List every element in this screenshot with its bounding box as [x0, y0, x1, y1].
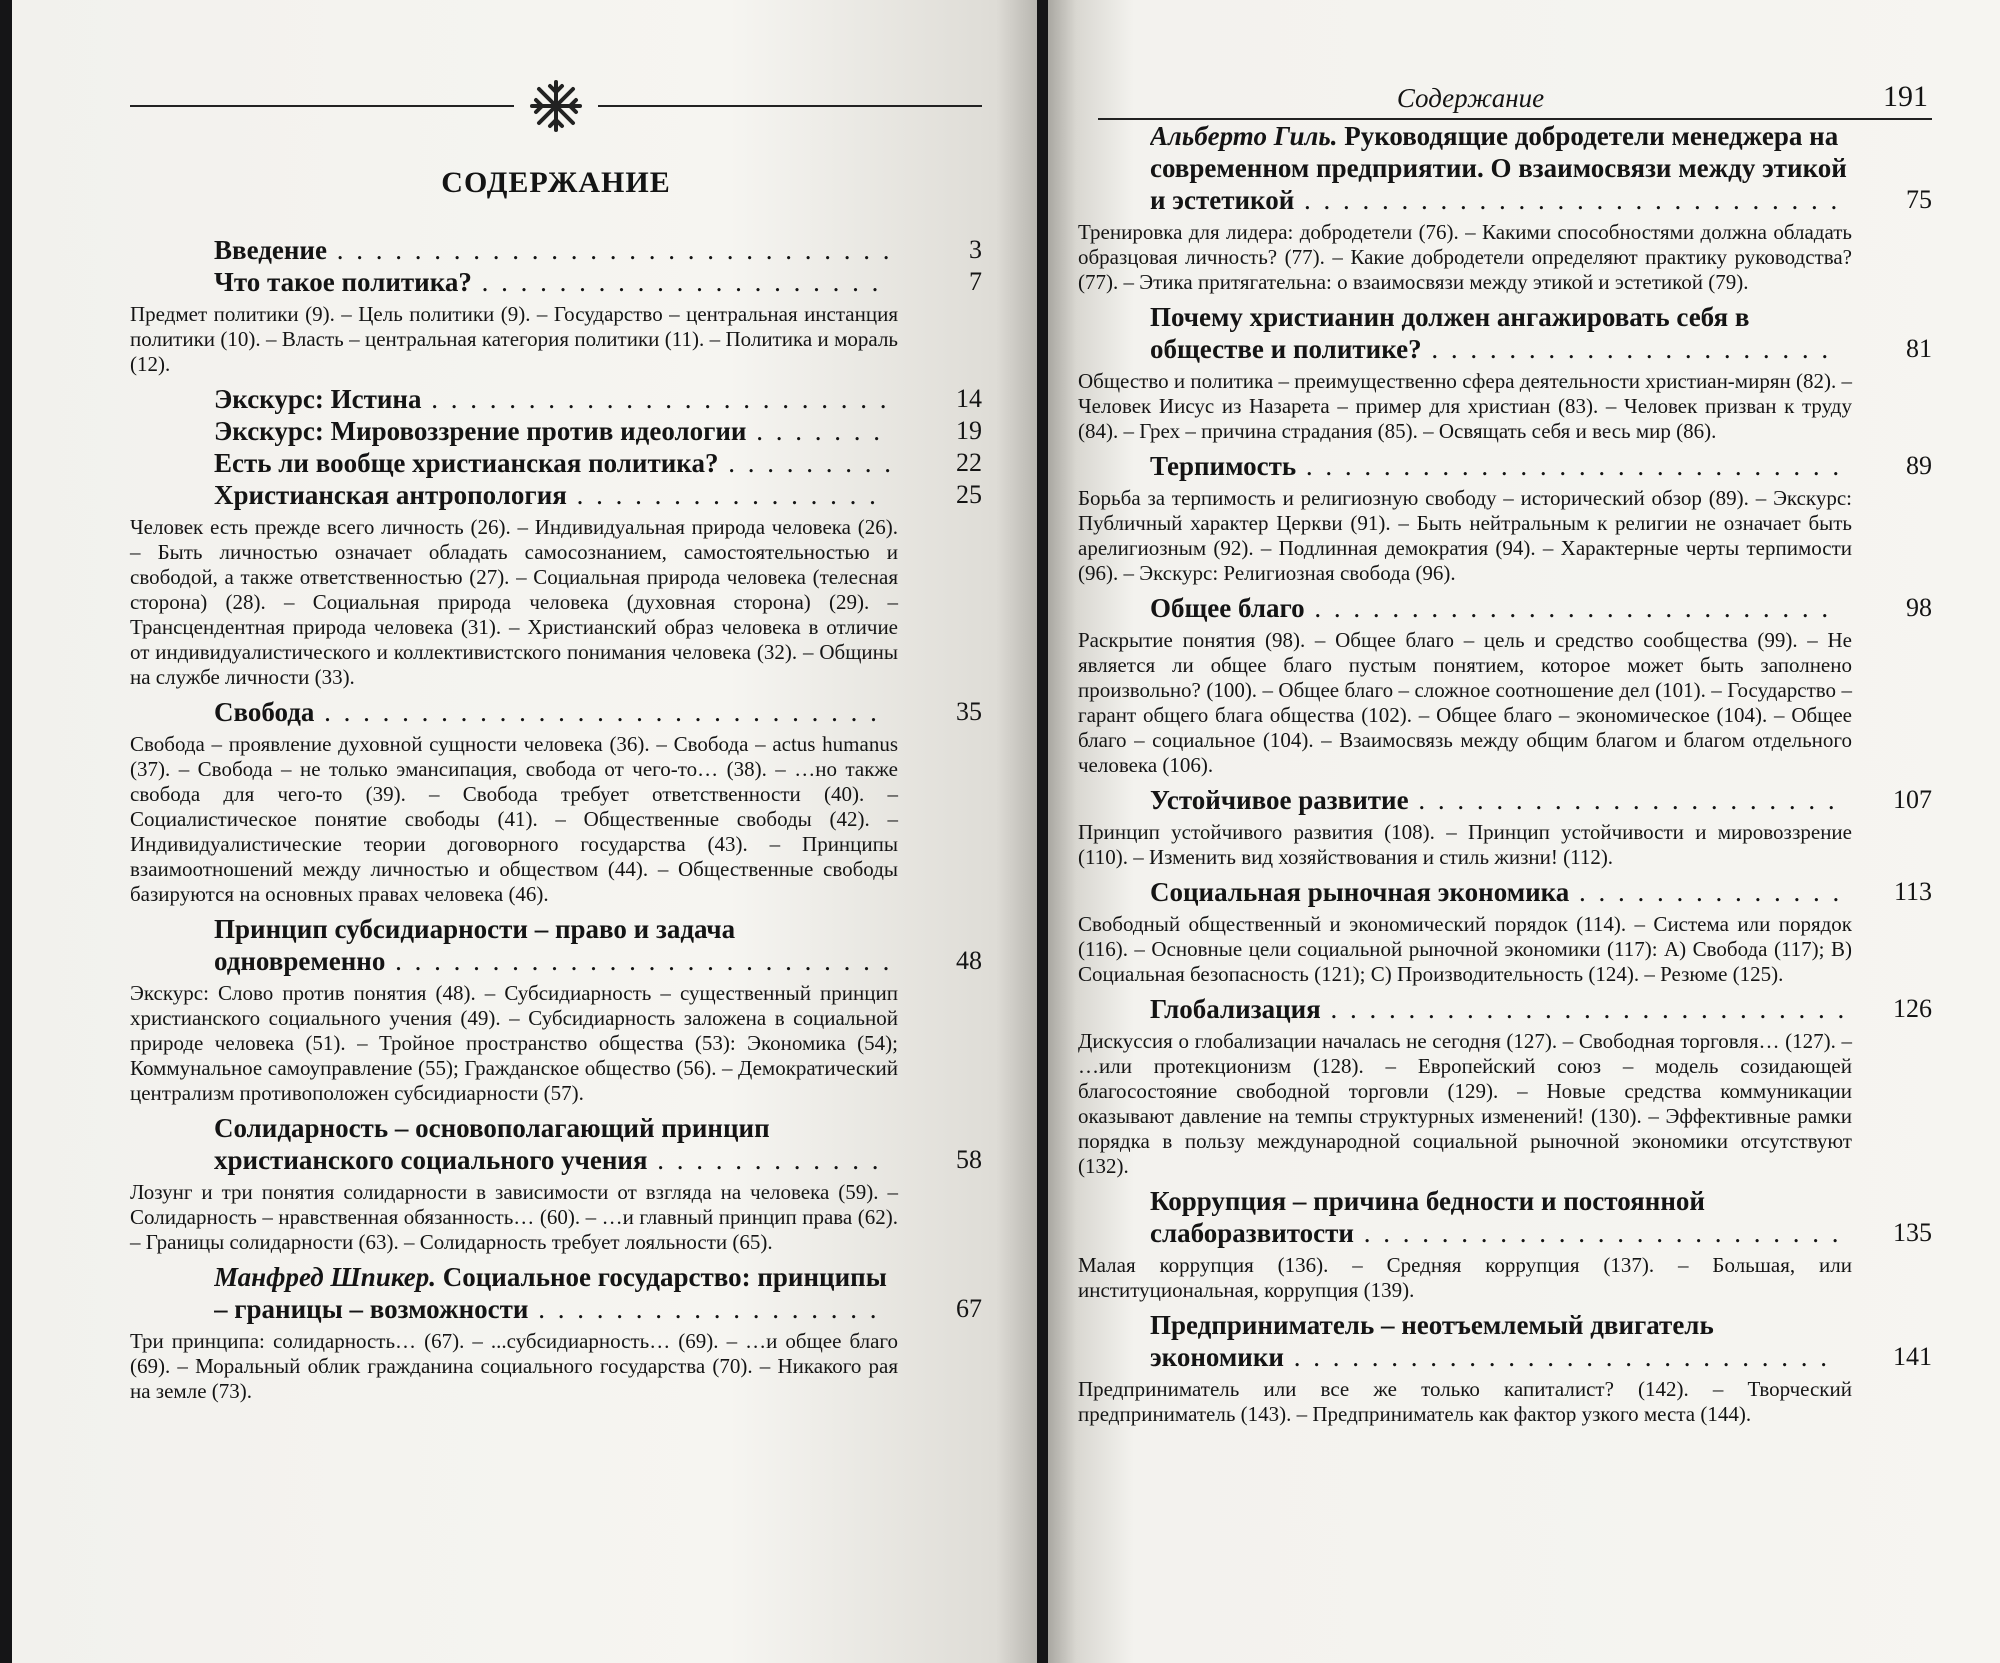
toc-entry-title — [1150, 1309, 1848, 1373]
toc-entry-page-number: 126 — [1893, 994, 1932, 1023]
toc-entry-page-number: 135 — [1893, 1218, 1932, 1247]
toc-entry-page-number: 81 — [1906, 334, 1932, 363]
toc-entry-title — [1150, 876, 1848, 908]
toc-entry-heading — [1078, 450, 1932, 482]
toc-entry-subtopics: Борьба за терпимость и религиозную свободу – исторический обзор (89). – Экскурс: Публичный характер Церкви (91). – Быть нейтральным к религии не означает быть арелигиозным (92). – Подлинная демократия (94). – Характерные черты терпимости (96). – Экскурс: Религиозная свобода (96). — [1078, 486, 1852, 585]
toc-entry-heading — [1078, 592, 1932, 624]
toc-entry-heading — [130, 913, 982, 977]
toc-entry-page-number: 67 — [956, 1294, 982, 1323]
toc-entry-title — [1150, 592, 1848, 624]
toc-entry — [1078, 1185, 1932, 1303]
toc-entry-page-number: 58 — [956, 1145, 982, 1174]
toc-entry-heading — [130, 415, 982, 447]
toc-entry-title-text: Устойчивое развитие — [1150, 785, 1409, 815]
toc-entry-heading — [130, 696, 982, 728]
toc-list-right — [1078, 120, 1932, 1427]
right-page — [1048, 0, 2000, 1663]
toc-entry-page-number: 107 — [1893, 785, 1932, 814]
toc-entry-heading — [130, 234, 982, 266]
toc-entry-page-number: 113 — [1893, 877, 1932, 906]
toc-entry-heading — [130, 479, 982, 511]
toc-entry-title-text: Общее благо — [1150, 593, 1305, 623]
toc-heading: СОДЕРЖАНИЕ — [441, 166, 671, 199]
dot-leader: . . . . . . . . . . . . . . . . — [566, 480, 879, 510]
dot-leader: . . . . . . . . . . . . . . . . . . . . . — [1421, 334, 1832, 364]
toc-entry — [130, 479, 982, 690]
dot-leader: . . . . . . . . . . . . — [647, 1145, 882, 1175]
toc-entry-heading — [130, 383, 982, 415]
toc-entry-subtopics: Тренировка для лидера: добродетели (76). – Какими способностями должна обладать образцовая личность? (77). – Какие добродетели определяют практику руководства? (77). – Этика притягательна: о взаимосвязи между этикой и эстетикой (79). — [1078, 220, 1852, 294]
toc-entry-subtopics: Малая коррупция (136). – Средняя коррупция (137). – Большая, или институциональная, коррупция (139). — [1078, 1253, 1852, 1302]
snowflake-ornament-icon — [528, 78, 584, 134]
toc-entry — [1078, 876, 1932, 987]
toc-entry-subtopics: Свободный общественный и экономический порядок (114). – Система или порядок (116). – Основные цели социальной рыночной экономики (117): A) Свобода (117); B) Социальная безопасность (121); C) Производительность (124). – Резюме (125). — [1078, 912, 1852, 986]
toc-entry — [1078, 784, 1932, 870]
dot-leader: . . . . . . . . . . . . . . . . . . . . . — [471, 267, 882, 297]
toc-entry-title — [1150, 450, 1848, 482]
toc-entry-title-text: Свобода — [214, 697, 315, 727]
toc-entry-page-number: 3 — [969, 235, 982, 264]
toc-entry-subtopics: Принцип устойчивого развития (108). – Принцип устойчивости и мировоззрение (110). – Изменить вид хозяйствования и стиль жизни! (112). — [1078, 820, 1852, 869]
toc-entry-page-number: 141 — [1893, 1342, 1932, 1371]
toc-entry — [130, 1112, 982, 1255]
toc-entry — [1078, 450, 1932, 586]
toc-entry — [130, 447, 982, 479]
toc-entry-heading — [1078, 784, 1932, 816]
toc-entry-heading — [130, 1261, 982, 1325]
toc-entry-heading — [1078, 1185, 1932, 1249]
dot-leader: . . . . . . . . . . . . . . . . . . . . . . . . . — [1354, 1218, 1842, 1248]
toc-entry-page-number: 35 — [956, 697, 982, 726]
toc-entry-subtopics: Экскурс: Слово против понятия (48). – Субсидиарность – существенный принцип христианского социального учения (49). – Субсидиарность заложена в социальной природе человека (51). – Тройное пространство общества (53): Экономика (54); Коммунальное самоуправление (55); Гражданское общество (56). – Демократический централизм противоположен субсидиарности (57). — [130, 981, 898, 1105]
toc-entry — [130, 696, 982, 907]
toc-entry-heading — [130, 1112, 982, 1176]
toc-list-left — [130, 234, 982, 1404]
toc-entry-title-text: Христианская антропология — [214, 480, 567, 510]
toc-entry-heading — [130, 447, 982, 479]
toc-entry-heading — [1078, 1309, 1932, 1373]
toc-entry — [130, 383, 982, 415]
dot-leader: . . . . . . . . . . . . . . . . . . . . . . . . — [421, 384, 890, 414]
running-head-title: Содержание — [1396, 83, 1545, 113]
toc-entry — [130, 415, 982, 447]
toc-entry-title-text: Экскурс: Мировоззрение против идеологии — [214, 416, 747, 446]
toc-entry — [1078, 120, 1932, 295]
toc-entry-page-number: 7 — [969, 267, 982, 296]
toc-entry-author: Альберто Гиль. — [1150, 121, 1338, 151]
dot-leader: . . . . . . . . . — [718, 448, 894, 478]
running-header — [1098, 52, 1932, 120]
toc-entry-page-number: 25 — [956, 480, 982, 509]
dot-leader: . . . . . . . . . . . . . . . . . . . . . . . . . . . — [1320, 994, 1848, 1024]
toc-entry-subtopics: Три принципа: солидарность… (67). – ...субсидиарность… (69). – …и общее благо (69). – Моральный облик гражданина социального государства (70). – Никакого рая на земле (73). — [130, 1329, 898, 1403]
toc-entry-title — [1150, 120, 1848, 216]
dot-leader: . . . . . . . . . . . . . . . . . . . . . . . . . . — [385, 946, 893, 976]
toc-entry-title-text: Принцип субсидиарности – право и задача одновременно — [214, 914, 736, 976]
dot-leader: . . . . . . . . . . . . . . . . . . . . . . . . . . . . — [1296, 451, 1843, 481]
toc-entry-title — [214, 383, 898, 415]
dot-leader: . . . . . . . . . . . . . . . . . . . . . . . . . . . . — [1294, 185, 1841, 215]
toc-entry-title-text: Что такое политика? — [214, 267, 472, 297]
toc-entry-heading — [1078, 876, 1932, 908]
dot-leader: . . . . . . . — [746, 416, 883, 446]
toc-entry-title — [1150, 1185, 1848, 1249]
toc-entry-heading — [130, 266, 982, 298]
toc-entry — [130, 913, 982, 1106]
toc-entry-title — [214, 447, 898, 479]
dot-leader: . . . . . . . . . . . . . . . . . . . . . . . . . . . . . — [314, 697, 880, 727]
dot-leader: . . . . . . . . . . . . . . . . . . . . . . — [1408, 785, 1838, 815]
toc-entry-title-text: Экскурс: Истина — [214, 384, 422, 414]
toc-entry — [1078, 993, 1932, 1179]
toc-entry-page-number: 19 — [956, 416, 982, 445]
toc-entry-title — [1150, 784, 1848, 816]
toc-entry-title — [1150, 301, 1848, 365]
toc-entry-page-number: 89 — [1906, 451, 1932, 480]
dot-leader: . . . . . . . . . . . . . . . . . . . . . . . . . . . — [1304, 593, 1832, 623]
toc-entry-title-text: Глобализация — [1150, 994, 1321, 1024]
dot-leader: . . . . . . . . . . . . . . . . . . . . . . . . . . . . . — [326, 235, 893, 265]
toc-entry — [1078, 592, 1932, 778]
toc-entry-title — [214, 1261, 898, 1325]
toc-entry-page-number: 14 — [956, 384, 982, 413]
toc-entry-title-text: Социальное государство: принципы – границы – возможности — [214, 1262, 887, 1324]
toc-entry-subtopics: Предмет политики (9). – Цель политики (9). – Государство – центральная инстанция политики (10). – Власть – центральная категория политики (11). – Политика и мораль (12). — [130, 302, 898, 376]
toc-entry-heading — [1078, 301, 1932, 365]
toc-entry-page-number: 75 — [1906, 185, 1932, 214]
toc-entry-title-text: Социальная рыночная экономика — [1150, 877, 1570, 907]
toc-entry-title-text: Руководящие добродетели менеджера на современном предприятии. О взаимосвязи между этикой и эстетикой — [1150, 121, 1847, 215]
toc-entry — [130, 1261, 982, 1404]
toc-entry-title-text: Коррупция – причина бедности и постоянной слаборазвитости — [1150, 1186, 1705, 1248]
toc-entry-heading — [1078, 120, 1932, 216]
divider-line-right — [598, 105, 982, 107]
toc-entry-title — [214, 415, 898, 447]
toc-entry-title-text: Почему христианин должен ангажировать себя в обществе и политике? — [1150, 302, 1750, 364]
toc-entry-subtopics: Раскрытие понятия (98). – Общее благо – цель и средство сообщества (99). – Не является ли общее благо пустым понятием, которое может быть заполнено произвольно? (100). – Общее благо – сложное соотношение дел (101). – Государство – гарант общего блага общества (102). – Общее благо – экономическое (104). – Общее благо – социальное (104). – Взаимосвязь между общим благом и благом отдельного человека (106). — [1078, 628, 1852, 777]
ornament-divider — [130, 64, 982, 148]
toc-entry-title — [214, 266, 898, 298]
toc-entry — [1078, 301, 1932, 444]
toc-entry-subtopics: Дискуссия о глобализации началась не сегодня (127). – Свободная торговля… (127). – …или протекционизм (128). – Европейский союз – модель созидающей благосостояние свободной торговли (129). – Новые средства коммуникации оказывают давление на темпы структурных изменений! (130). – Эффективные рамки порядка в пользу международной социальной рыночной экономики отсутствуют (132). — [1078, 1029, 1852, 1178]
dot-leader: . . . . . . . . . . . . . . . . . . . . . . . . . . . . — [1283, 1342, 1830, 1372]
toc-entry — [130, 234, 982, 266]
toc-entry-subtopics: Свобода – проявление духовной сущности человека (36). – Свобода – actus humanus (37). – Свобода – не только эмансипация, свобода от чего-то… (38). – …но также свобода для чего-то (39). – Свобода требует ответственности (40). – Социалистическое понятие свободы (41). – Общественные свободы (42). – Индивидуалистические теории договорного государства (43). – Принципы взаимоотношений между личностью и обществом (44). – Общественные свободы базируются на основных правах человека (46). — [130, 732, 898, 906]
toc-entry-author: Манфред Шпикер. — [214, 1262, 436, 1292]
toc-entry-title-text: Терпимость — [1150, 451, 1297, 481]
toc-entry-subtopics: Предприниматель или все же только капиталист? (142). – Творческий предприниматель (143). – Предприниматель как фактор узкого места (144). — [1078, 1377, 1852, 1426]
toc-entry-page-number: 98 — [1906, 593, 1932, 622]
toc-entry-title — [214, 913, 898, 977]
toc-entry-subtopics: Человек есть прежде всего личность (26). – Индивидуальная природа человека (26). – Быть личностью означает обладать самосознанием, самостоятельностью и свободой, а также ответственностью (27). – Социальная природа человека (телесная сторона) (28). – Социальная природа человека (духовная сторона) (29). – Трансцендентная природа человека (31). – Христианский образ человека в отличие от индивидуалистического и коллективистского понимания человека (32). – Общины на службе личности (33). — [130, 515, 898, 689]
page-number: 191 — [1883, 80, 1928, 113]
dot-leader: . . . . . . . . . . . . . . — [1569, 877, 1843, 907]
toc-entry-subtopics: Общество и политика – преимущественно сфера деятельности христиан-мирян (82). – Человек Иисус из Назарета – пример для христиан (83). – Человек призван к труду (84). – Грех – причина страдания (85). – Освящать себя и весь мир (86). — [1078, 369, 1852, 443]
divider-line-left — [130, 105, 514, 107]
toc-entry-subtopics: Лозунг и три понятия солидарности в зависимости от взгляда на человека (59). – Солидарность – нравственная обязанность… (60). – …и главный принцип права (62). – Границы солидарности (63). – Солидарность требует лояльности (65). — [130, 1180, 898, 1254]
left-page — [12, 0, 1037, 1663]
toc-entry-title-text: Введение — [214, 235, 327, 265]
toc-entry-title-text: Предприниматель – неотъемлемый двигатель экономики — [1150, 1310, 1714, 1372]
toc-entry-title-text: Солидарность – основополагающий принцип христианского социального учения — [214, 1113, 770, 1175]
toc-entry-title — [214, 234, 898, 266]
toc-entry-title — [214, 1112, 898, 1176]
toc-entry-title — [214, 696, 898, 728]
toc-entry — [1078, 1309, 1932, 1427]
toc-entry — [130, 266, 982, 377]
toc-entry-title — [214, 479, 898, 511]
toc-entry-title-text: Есть ли вообще христианская политика? — [214, 448, 719, 478]
toc-entry-title — [1150, 993, 1848, 1025]
dot-leader: . . . . . . . . . . . . . . . . . . — [528, 1294, 880, 1324]
toc-entry-heading — [1078, 993, 1932, 1025]
toc-entry-page-number: 48 — [956, 946, 982, 975]
toc-entry-page-number: 22 — [956, 448, 982, 477]
